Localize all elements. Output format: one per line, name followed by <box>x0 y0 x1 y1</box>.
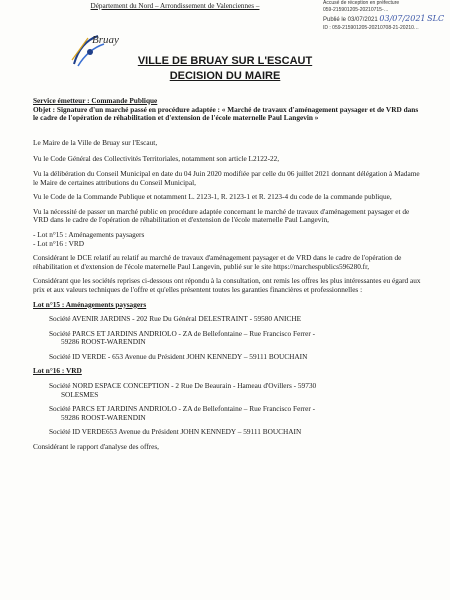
company-line: Société PARCS ET JARDINS ANDRIOLO - ZA de Bellefontaine – Rue Francisco Ferrer - <box>49 328 316 338</box>
paragraph-considerant: Considérant que les sociétés reprises ci-dessous ont répondu à la consultation, ont remis les offres les plus intéressantes eu égard aux prix et aux valeurs techniques de l'offre et qu'elles présentent toutes les garanties financières et professionnelles : <box>33 276 421 294</box>
lot-list-item-15: - Lot n°15 : Aménagements paysagers <box>33 229 145 239</box>
company-line: Société AVENIR JARDINS - 202 Rue Du Général DELESTRAINT - 59580 ANICHE <box>49 314 302 324</box>
stamp-line-4: ID : 059-215901205-20210708-21-20210… <box>323 25 419 31</box>
lot16-company-2 <box>33 405 421 422</box>
logo-text: Bruay <box>92 34 119 46</box>
objet: Objet : Signature d'un marché passé en procédure adaptée : « Marché de travaux d'aménagement paysager et de VRD dans le cadre de l'opération de réhabilitation et d'extension de l'école maternelle Paul Langevin » <box>33 104 419 123</box>
page-title: VILLE DE BRUAY SUR L'ESCAUT <box>137 55 313 67</box>
lot16-company-1 <box>33 382 421 399</box>
paragraph-closing: Considérant le rapport d'analyse des offres, <box>33 442 159 452</box>
stamp-initials: SLC <box>427 14 445 23</box>
stamp-line-2: 059-215901205-20210715-… <box>323 7 389 13</box>
service-emetteur: Service émetteur : Commande Publique <box>33 96 158 105</box>
stamp-handwritten-date: 03/07/2021 <box>379 14 426 23</box>
lot16-company-3 <box>33 428 421 437</box>
company-line-cont: 59286 ROOST-WARENDIN <box>61 337 146 347</box>
company-line: Société ID VERDE653 Avenue du Président JOHN KENNEDY – 59111 BOUCHAIN <box>49 427 302 437</box>
paragraph-code-commande: Vu le Code de la Commande Publique et notamment L. 2123-1, R. 2123-1 et R. 2123-4 du code de la commande publique, <box>33 192 392 202</box>
lot-list-item-16: - Lot n°16 : VRD <box>33 238 85 248</box>
paragraph-dce: Considérant le DCE relatif au relatif au marché de travaux d'aménagement paysager et de VRD dans le cadre de l'opération de réhabilitation et d'extension de l'école maternelle Paul Langevin, publié sur le site https://marchespublics596280.fr, <box>33 253 402 271</box>
stamp-line-3: Publié le 03/07/2021 03/07/2021 SLC <box>323 14 445 23</box>
lot15-company-1 <box>33 315 421 324</box>
department-header: Département du Nord – Arrondissement de Valenciennes – <box>90 2 260 10</box>
document-body <box>33 97 421 458</box>
paragraph-necessite: Vu la nécessité de passer un marché public en procédure adaptée concernant le marché de travaux d'aménagement paysager et de VRD dans le cadre de l'opération de réhabilitation et d'extension de l'école maternelle Paul Langevin, <box>33 206 410 225</box>
paragraph-maire: Le Maire de la Ville de Bruay sur l'Escaut, <box>33 137 158 147</box>
company-line: Société ID VERDE - 653 Avenue du Président JOHN KENNEDY – 59111 BOUCHAIN <box>49 351 308 361</box>
lot15-company-2 <box>33 330 421 347</box>
page-subtitle: DECISION DU MAIRE <box>169 70 281 82</box>
lot15-company-3 <box>33 353 421 362</box>
company-line: Société PARCS ET JARDINS ANDRIOLO - ZA de Bellefontaine – Rue Francisco Ferrer - <box>49 404 316 414</box>
lot15-title: Lot n°15 : Aménagements paysagers <box>33 299 147 309</box>
lot16-title: Lot n°16 : VRD <box>33 366 82 376</box>
paragraph-cgct: Vu le Code Général des Collectivités Territoriales, notamment son article L2122-22, <box>33 154 280 164</box>
company-line-cont: SOLESMES <box>61 389 99 399</box>
company-line: Société NORD ESPACE CONCEPTION - 2 Rue De Beaurain - Hameau d'Ovillers - 59730 <box>49 381 317 391</box>
paragraph-deliberation: Vu la délibération du Conseil Municipal en date du 04 Juin 2020 modifiée par celle du 06 juillet 2021 donnant délégation à Madame le Maire de certaines attributions du Conseil Municipal, <box>33 168 420 187</box>
company-line-cont: 59286 ROOST-WARENDIN <box>61 412 146 422</box>
stamp-line-1: Accusé de réception en préfecture <box>323 0 400 6</box>
prefecture-stamp <box>323 0 450 40</box>
